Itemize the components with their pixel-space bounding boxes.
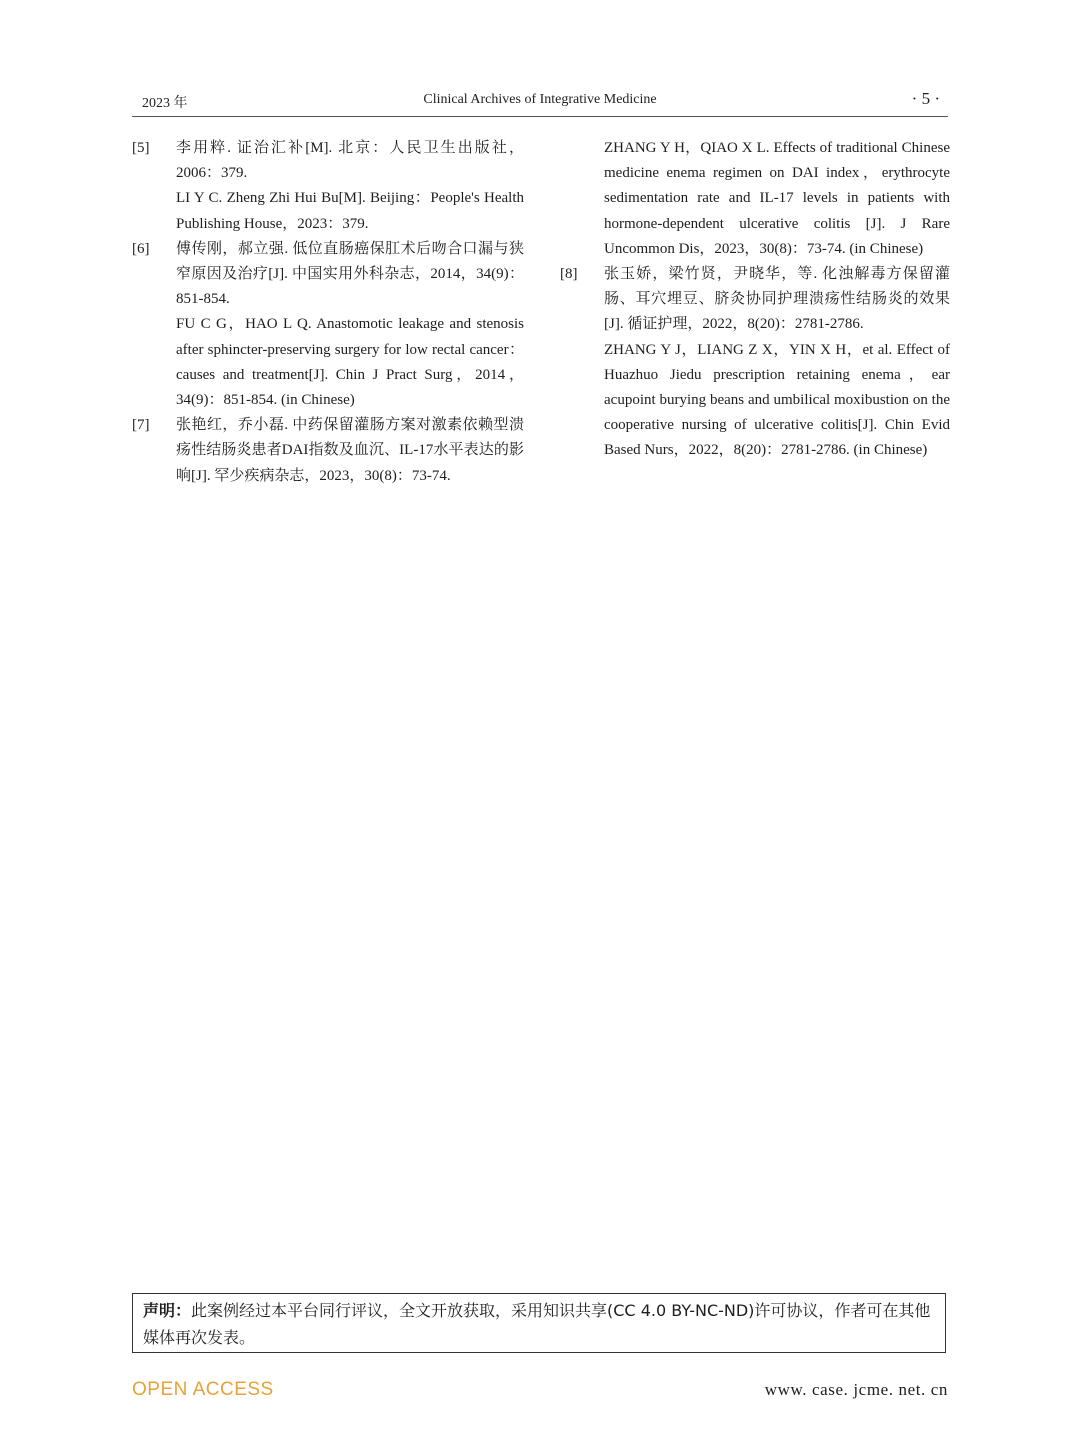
reference-text-en: FU C G，HAO L Q. Anastomotic leakage and stenosis after sphincter-preserving surgery for low rectal cancer：causes and treatment[J]. Chin J Pract Surg，2014，34(9)：851-854. (in Chinese): [176, 316, 524, 409]
reference-number: [8]: [560, 266, 578, 283]
reference-text-en: ZHANG Y H，QIAO X L. Effects of traditional Chinese medicine enema regimen on DAI index，erythrocyte sedimentation rate and IL-17 levels in patients with hormone-dependent ulcerative colitis [J]. J Rare Uncommon Dis，2023，30(8)：73-74. (in Chinese): [604, 140, 950, 257]
references-left-column: [132, 136, 524, 489]
reference-item-continued: [560, 136, 950, 262]
open-access-label: OPEN ACCESS: [132, 1379, 274, 1400]
reference-text-zh: 傅传刚，郝立强. 低位直肠癌保肛术后吻合口漏与狭窄原因及治疗[J]. 中国实用外科杂志，2014，34(9)：851-854.: [176, 240, 524, 308]
license-notice-box: [132, 1293, 946, 1353]
reference-text-zh: 李用粹. 证治汇补[M]. 北京：人民卫生出版社，2006：379.: [176, 140, 524, 182]
notice-text: 此案例经过本平台同行评议，全文开放获取，采用知识共享(CC 4.0 BY-NC-ND)许可协议，作者可在其他媒体再次发表。: [143, 1301, 931, 1347]
reference-number: [5]: [132, 140, 150, 156]
reference-text-zh: 张艳红，乔小磊. 中药保留灌肠方案对激素依赖型溃疡性结肠炎患者DAI指数及血沉、IL-17水平表达的影响[J]. 罕少疾病杂志，2023，30(8)：73-74.: [176, 417, 524, 484]
reference-item: [560, 262, 950, 464]
header-divider: [132, 116, 948, 117]
reference-item: [132, 136, 524, 237]
reference-item: [132, 237, 524, 413]
reference-item: [132, 413, 524, 489]
references-right-column: [560, 136, 950, 464]
reference-number: [6]: [132, 240, 150, 257]
footer-website[interactable]: www. case. jcme. net. cn: [764, 1380, 948, 1399]
reference-text-en: ZHANG Y J，LIANG Z X，YIN X H，et al. Effect of Huazhuo Jiedu prescription retaining enema，ear acupoint burying beans and umbilical moxibustion on the cooperative nursing of ulcerative colitis[J]. Chin Evid Based Nurs，2022，8(20)：2781-2786. (in Chinese): [604, 341, 950, 459]
notice-label: 声明：: [143, 1301, 192, 1320]
header-year: 2023 年: [142, 96, 188, 111]
page-header: [132, 89, 948, 116]
reference-text-en: LI Y C. Zheng Zhi Hui Bu[M]. Beijing：People's Health Publishing House，2023：379.: [176, 190, 524, 232]
reference-text-zh: 张玉娇，梁竹贤，尹晓华，等. 化浊解毒方保留灌肠、耳穴埋豆、脐灸协同护理溃疡性结肠炎的效果[J]. 循证护理，2022，8(20)：2781-2786.: [604, 266, 950, 333]
header-page-number: · 5 ·: [911, 89, 940, 108]
reference-number: [7]: [132, 417, 150, 434]
header-journal-title: Clinical Archives of Integrative Medicine: [423, 92, 657, 107]
